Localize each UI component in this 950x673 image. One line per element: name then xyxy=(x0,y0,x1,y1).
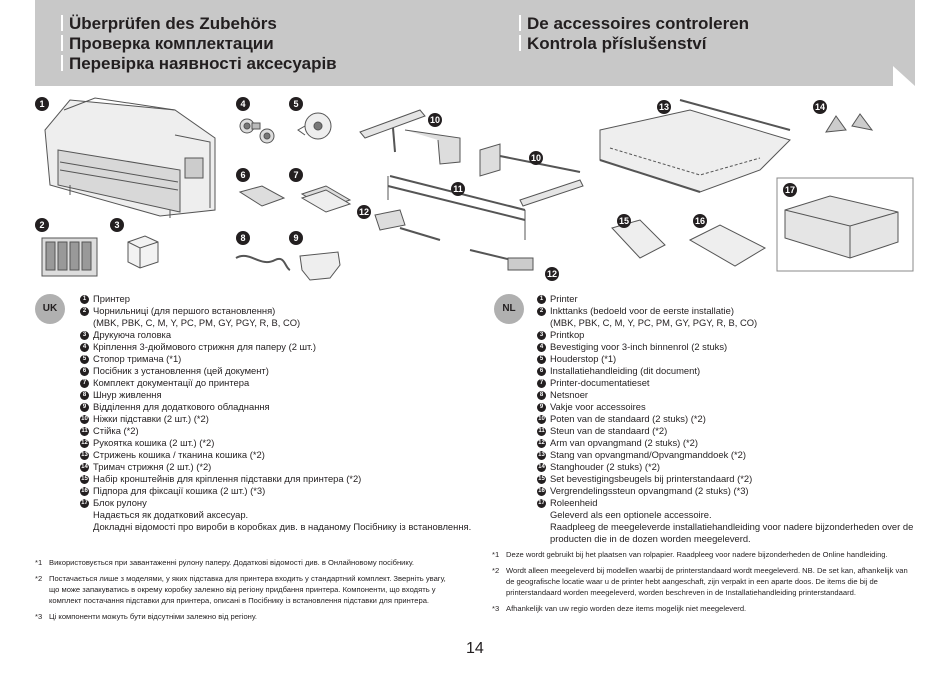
callout-7: 7 xyxy=(289,168,303,182)
callout-17: 17 xyxy=(784,185,795,195)
callout-12a: 12 xyxy=(358,207,369,217)
list-item: 10 Poten van de standaard (2 stuks) (*2) xyxy=(538,413,706,424)
list-item-extra: Докладні відомості про вироби в коробках див. в наданому Посібнику із встановлення. xyxy=(93,521,472,532)
list-item-extra: Geleverd als een optionele accessoire. xyxy=(550,509,712,520)
list-item: 1 Printer xyxy=(537,293,917,305)
list-item: 5 Houderstop (*1) xyxy=(537,353,917,365)
list-item: 3 Друкуюча головка xyxy=(80,329,480,341)
page-number: 14 xyxy=(466,640,484,657)
list-item: 4 Кріплення 3-дюймового стрижня для паперу (2 шт.) xyxy=(80,341,480,353)
list-item: 12 Arm van opvangmand (2 stuks) (*2) xyxy=(538,437,698,448)
list-item: 3 Printkop xyxy=(537,329,917,341)
rod-holders-illustration xyxy=(826,114,872,132)
list-item: (MBK, PBK, C, M, Y, PC, PM, GY, PGY, R, B, CO) xyxy=(93,317,301,328)
ink-tanks-illustration xyxy=(42,238,97,276)
basket-support-illustration xyxy=(690,225,765,266)
footnote: *2 Wordt alleen meegeleverd bij modellen waarbij de printerstandaard wordt meegeleverd. NB. De set kan, afhankelijk van de geografische locatie waar u de printer hebt aangeschaft, zijn verpakt in een aparte doos. De items die bij de printerstandaard worden meegeleverd, worden beschreven in de Installatiehandleiding printerstandaard. xyxy=(492,566,908,597)
callout-14: 14 xyxy=(814,102,825,112)
list-item: 7 Комплект документації до принтера xyxy=(80,377,480,389)
list-item: 17 Блок рулону xyxy=(81,497,147,508)
list-item: 9 Відділення для додаткового обладнання xyxy=(80,401,480,413)
accessory-pocket-illustration xyxy=(300,252,340,280)
list-item: 14 Тримач стрижня (2 шт.) (*2) xyxy=(81,461,212,472)
list-item-extra: Raadpleeg de meegeleverde installatiehandleiding voor nadere bijzonderheden over de producten die in de dozen worden meegeleverd. xyxy=(550,521,914,544)
callout-12b: 12 xyxy=(546,269,557,279)
list-item: 11 Стійка (*2) xyxy=(81,425,139,436)
basket-cloth-illustration xyxy=(600,100,790,192)
title-uk: Перевірка наявності аксесуарів xyxy=(61,54,337,74)
footnote: *3 Afhankelijk van uw regio worden deze items mogelijk niet meegeleverd. xyxy=(492,604,747,613)
setup-guide-illustration xyxy=(240,186,284,206)
list-item: 11 Steun van de standaard (*2) xyxy=(538,425,668,436)
list-item: 17 Roleenheid xyxy=(538,497,598,508)
list-item: 13 Stang van opvangmand/Opvangmanddoek (*2) xyxy=(538,449,746,460)
callout-11: 11 xyxy=(451,182,465,196)
callout-1: 1 xyxy=(35,97,49,111)
footnote: *1 Deze wordt gebruikt bij het plaatsen van rolpapier. Raadpleeg voor nadere bijzonderheden de Online handleiding. xyxy=(492,550,888,559)
document-set-illustration xyxy=(302,186,350,212)
list-item: 7 Printer-documentatieset xyxy=(537,377,917,389)
title-de: Überprüfen des Zubehörs xyxy=(61,14,337,34)
header-banner xyxy=(35,0,915,86)
list-item: 6 Installatiehandleiding (dit document) xyxy=(537,365,917,377)
title-nl: De accessoires controleren xyxy=(519,14,749,34)
list-item: (MBK, PBK, C, M, Y, PC, PM, GY, PGY, R, B, CO) xyxy=(550,317,758,328)
list-item: 14 Stanghouder (2 stuks) (*2) xyxy=(538,461,660,472)
callout-13: 13 xyxy=(658,102,669,112)
basket-arms-illustration xyxy=(375,210,533,270)
list-item: 2 Чорнильниці (для першого встановлення) xyxy=(80,305,480,317)
header-corner-cut xyxy=(893,66,915,86)
footnote: *2 Постачається лише з моделями, у яких підставка для принтера входить у стандартний комплект. Зверніть увагу, що може запакуватись в окрему коробку залежно від регіону придбання принтера. Компоненти, що входять у комплект постачання підставки для принтера, описані в Посібнику із встановлення підставки для принтера. xyxy=(35,574,446,605)
accessories-illustration xyxy=(0,90,950,290)
header-right-titles xyxy=(519,14,749,54)
callout-4: 4 xyxy=(236,97,250,111)
list-item: 16 Підпора для фіксації кошика (2 шт.) (*3) xyxy=(81,485,266,496)
list-item: 13 Стрижень кошика / тканина кошика (*2) xyxy=(81,449,265,460)
list-item: 5 Стопор тримача (*1) xyxy=(80,353,480,365)
uk-footnotes xyxy=(35,557,455,627)
roll-unit-illustration xyxy=(777,178,913,271)
language-badge-uk: UK xyxy=(35,294,65,324)
callout-15: 15 xyxy=(618,216,629,226)
roll-attachment-illustration xyxy=(240,119,274,143)
footnote: *3 Ці компоненти можуть бути відсутніми залежно від регіону. xyxy=(35,612,258,621)
title-ru: Проверка комплектации xyxy=(61,34,337,54)
list-item-extra: Надається як додатковий аксесуар. xyxy=(93,509,249,520)
language-badge-nl: NL xyxy=(494,294,524,324)
list-item: 10 Ніжки підставки (2 шт.) (*2) xyxy=(81,413,209,424)
list-item: 8 Netsnoer xyxy=(537,389,917,401)
header-left-titles xyxy=(61,14,337,74)
power-cord-illustration xyxy=(236,256,290,270)
list-item: 12 Рукоятка кошика (2 шт.) (*2) xyxy=(81,437,215,448)
printer-illustration xyxy=(45,98,215,218)
title-cs: Kontrola příslušenství xyxy=(519,34,749,54)
callout-2: 2 xyxy=(35,218,49,232)
list-item: 9 Vakje voor accessoires xyxy=(537,401,917,413)
list-item: 15 Набір кронштейнів для кріплення підставки для принтера (*2) xyxy=(81,473,362,484)
nl-footnotes xyxy=(492,549,912,619)
list-item: 6 Посібник з установлення (цей документ) xyxy=(80,365,480,377)
nl-items-list xyxy=(537,293,917,545)
callout-5: 5 xyxy=(289,97,303,111)
list-item: 16 Vergrendelingssteun opvangmand (2 stuks) (*3) xyxy=(538,485,749,496)
uk-items-list xyxy=(80,293,480,533)
stand-legs-illustration xyxy=(360,110,583,206)
callout-8: 8 xyxy=(236,231,250,245)
callout-10a: 10 xyxy=(429,115,440,125)
callout-6: 6 xyxy=(236,168,250,182)
print-head-illustration xyxy=(128,236,158,268)
callout-9: 9 xyxy=(289,231,303,245)
list-item: 15 Set bevestigingsbeugels bij printerstandaard (*2) xyxy=(538,473,753,484)
list-item: 8 Шнур живлення xyxy=(80,389,480,401)
list-item: 2 Inkttanks (bedoeld voor de eerste installatie) xyxy=(537,305,917,317)
callout-3: 3 xyxy=(110,218,124,232)
callout-10b: 10 xyxy=(530,153,541,163)
callout-16: 16 xyxy=(694,216,705,226)
list-item: 4 Bevestiging voor 3-inch binnenrol (2 stuks) xyxy=(537,341,917,353)
holder-stopper-illustration xyxy=(298,113,331,139)
footnote: *1 Використовується при завантаженні рулону паперу. Додаткові відомості див. в Онлайновому посібнику. xyxy=(35,558,414,567)
list-item: 1 Принтер xyxy=(80,293,480,305)
